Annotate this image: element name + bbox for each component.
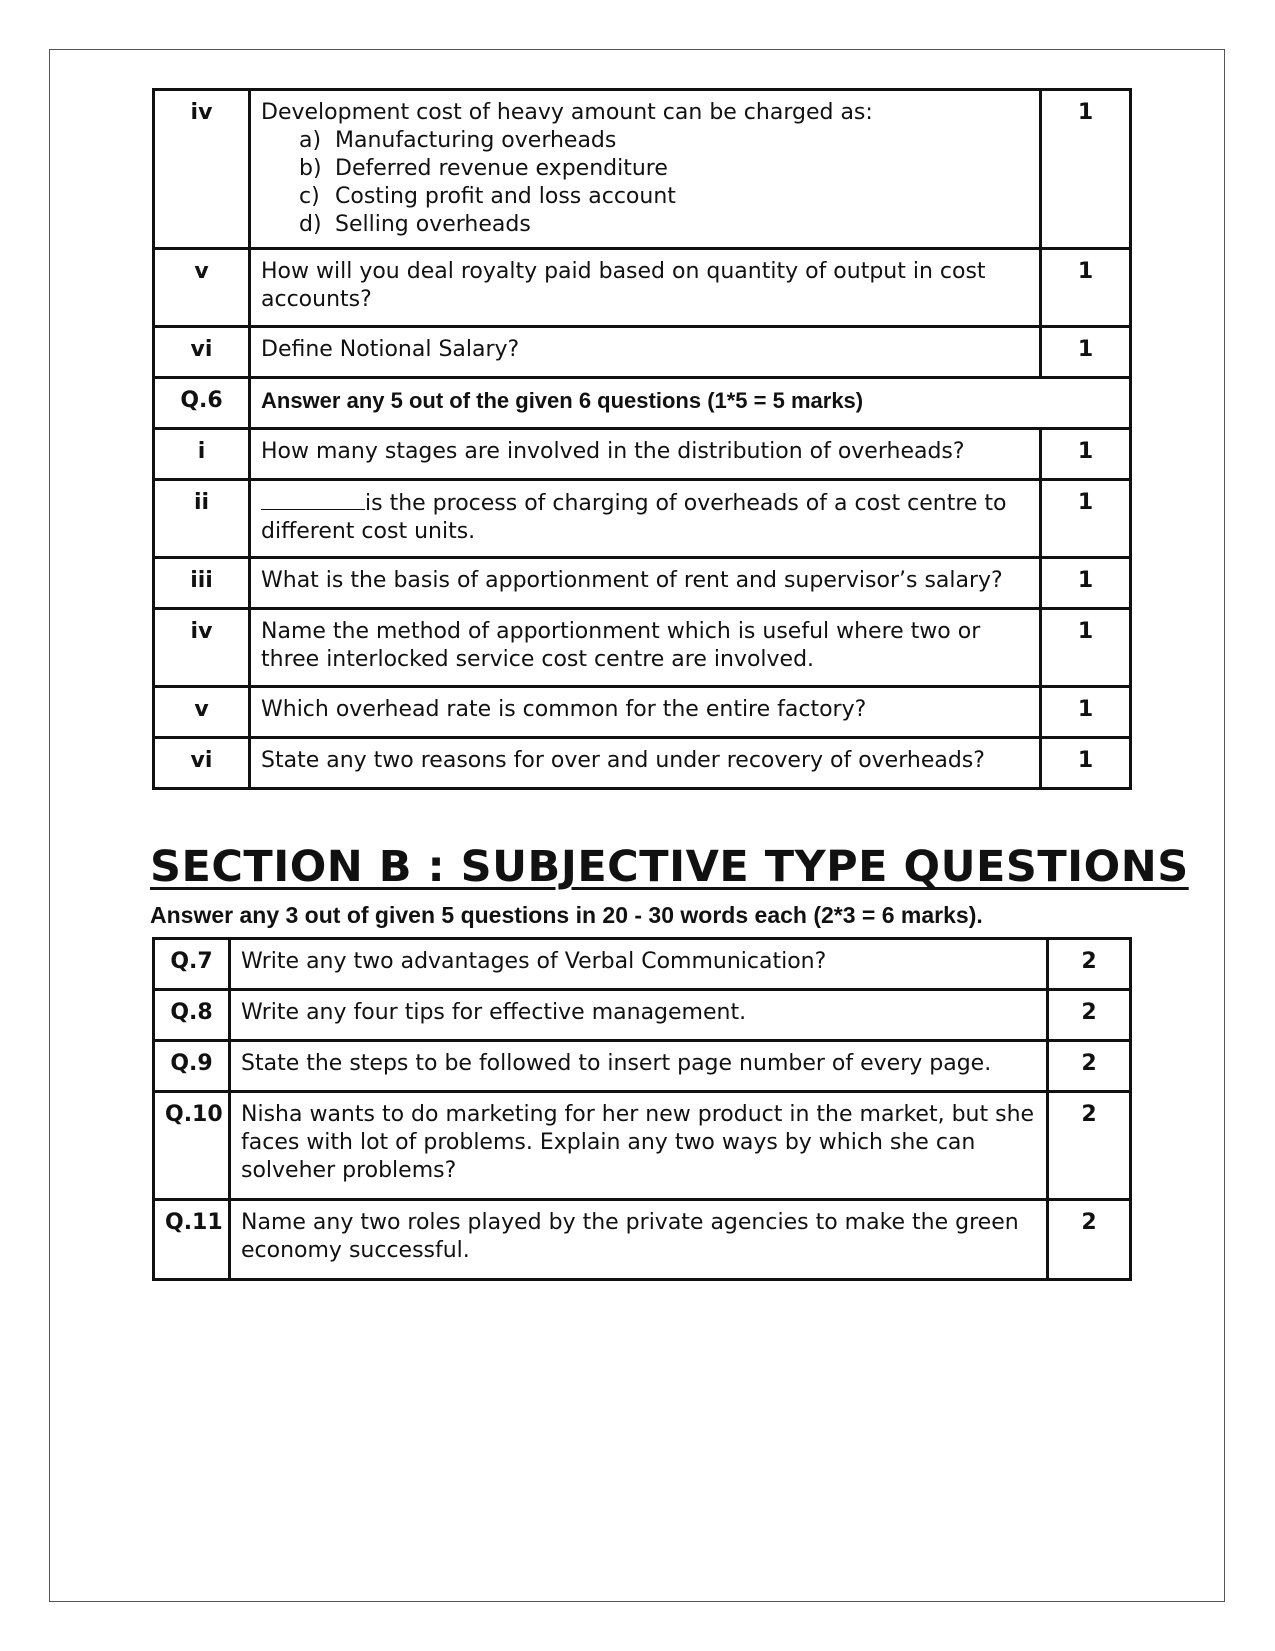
question-text: How many stages are involved in the distribution of overheads? (250, 429, 1041, 480)
table-row (154, 1041, 1131, 1092)
question-marks: 1 (1041, 738, 1131, 789)
question-text: State any two reasons for over and under recovery of overheads? (250, 738, 1041, 789)
answer-blank (261, 489, 365, 510)
question-marks: 1 (1041, 480, 1131, 558)
option-item (299, 183, 1029, 211)
question-text: Define Notional Salary? (250, 327, 1041, 378)
section-b-title: SECTION B : SUBJECTIVE TYPE QUESTIONS (150, 842, 1189, 892)
q6-heading-row (154, 378, 1131, 429)
option-text: Deferred revenue expenditure (335, 156, 668, 181)
question-text: is the process of charging of overheads of a cost centre to different cost units. (261, 491, 1007, 544)
question-marks: 1 (1041, 558, 1131, 609)
table-row (154, 558, 1131, 609)
question-marks: 1 (1041, 609, 1131, 687)
question-text: State the steps to be followed to insert page number of every page. (230, 1041, 1048, 1092)
option-text: Manufacturing overheads (335, 128, 617, 153)
option-text: Costing profit and loss account (335, 184, 676, 209)
question-marks: 2 (1048, 990, 1131, 1041)
options-list (261, 127, 1029, 239)
question-marks: 2 (1048, 1041, 1131, 1092)
question-marks: 2 (1048, 1092, 1131, 1200)
q6-instruction: Answer any 5 out of the given 6 questions (1*5 = 5 marks) (250, 378, 1131, 429)
table-row (154, 990, 1131, 1041)
option-item (299, 127, 1029, 155)
option-item (299, 211, 1029, 239)
question-text: Which overhead rate is common for the entire factory? (250, 687, 1041, 738)
question-number: v (154, 249, 250, 327)
option-text: Selling overheads (335, 212, 531, 237)
question-number: Q.6 (154, 378, 250, 429)
option-item (299, 155, 1029, 183)
question-number: iv (154, 90, 250, 249)
option-letter: b) (299, 156, 322, 181)
question-text: What is the basis of apportionment of rent and supervisor’s salary? (250, 558, 1041, 609)
option-letter: a) (299, 128, 322, 153)
question-number: i (154, 429, 250, 480)
table-row (154, 480, 1131, 558)
question-text: How will you deal royalty paid based on quantity of output in cost accounts? (250, 249, 1041, 327)
question-marks: 1 (1041, 327, 1131, 378)
question-marks: 2 (1048, 939, 1131, 990)
table-row (154, 327, 1131, 378)
question-text: Name the method of apportionment which is useful where two or three interlocked service cost centre are involved. (250, 609, 1041, 687)
question-number: iii (154, 558, 250, 609)
question-number: vi (154, 738, 250, 789)
question-number: Q.7 (154, 939, 230, 990)
table-row (154, 90, 1131, 249)
question-number: Q.10 (154, 1092, 230, 1200)
section-b-question-table (152, 937, 1132, 1281)
table-row (154, 1092, 1131, 1200)
question-text: Write any four tips for effective management. (230, 990, 1048, 1041)
question-marks: 1 (1041, 249, 1131, 327)
question-marks: 1 (1041, 687, 1131, 738)
question-text-cell (250, 90, 1041, 249)
question-text: Nisha wants to do marketing for her new product in the market, but she faces with lot of problems. Explain any two ways by which she can solveher problems? (230, 1092, 1048, 1200)
table-row (154, 609, 1131, 687)
question-number: ii (154, 480, 250, 558)
question-marks: 1 (1041, 90, 1131, 249)
question-marks: 2 (1048, 1200, 1131, 1280)
section-b-instruction: Answer any 3 out of given 5 questions in 20 - 30 words each (2*3 = 6 marks). (150, 902, 983, 928)
question-number: v (154, 687, 250, 738)
question-text: Name any two roles played by the private agencies to make the green economy successful. (230, 1200, 1048, 1280)
section-a-question-table (152, 88, 1132, 790)
table-row (154, 687, 1131, 738)
table-row (154, 939, 1131, 990)
option-letter: c) (299, 184, 320, 209)
question-number: iv (154, 609, 250, 687)
question-marks: 1 (1041, 429, 1131, 480)
question-text-cell (250, 480, 1041, 558)
question-number: Q.11 (154, 1200, 230, 1280)
table-row (154, 429, 1131, 480)
question-number: Q.8 (154, 990, 230, 1041)
question-text: Write any two advantages of Verbal Communication? (230, 939, 1048, 990)
table-row (154, 1200, 1131, 1280)
question-number: Q.9 (154, 1041, 230, 1092)
table-row (154, 249, 1131, 327)
question-number: vi (154, 327, 250, 378)
question-text: Development cost of heavy amount can be charged as: (261, 100, 873, 125)
table-row (154, 738, 1131, 789)
option-letter: d) (299, 212, 322, 237)
